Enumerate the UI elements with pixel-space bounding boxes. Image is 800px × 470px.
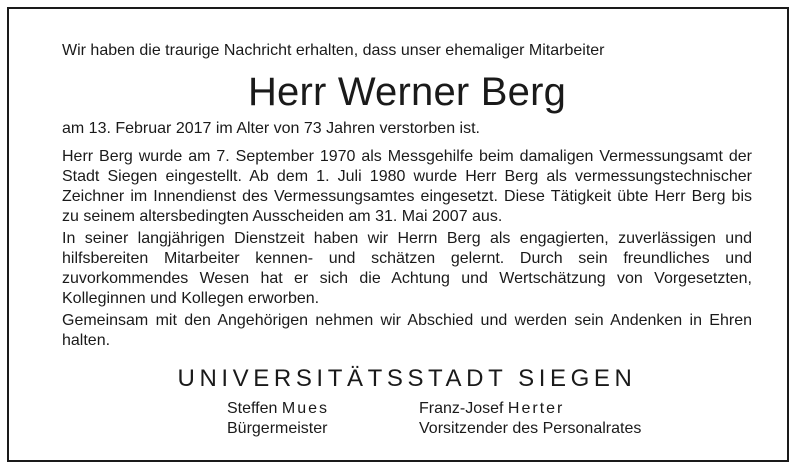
appreciation-paragraph: In seiner langjährigen Dienstzeit haben wir Herrn Berg als engagierten, zuverlässigen und hilfsbereiten Mitarbeiter kennen- und schätzen gelernt. Durch sein freundliches und zuvorkommendes Wesen hat er sich die Achtung und Wertschätzung von Vorgesetzten, Kolleginnen und Kollegen erworben. [62, 230, 752, 307]
signature-block [62, 399, 752, 443]
signer-last-name: Herter [507, 400, 565, 417]
signer-name [227, 399, 329, 419]
signer-last-name: Mues [281, 400, 329, 417]
signer-mayor [227, 399, 329, 439]
death-date-text: am 13. Februar 2017 im Alter von 73 Jahren verstorben ist. [62, 120, 480, 137]
signer-council-chair [419, 399, 641, 439]
signer-first-name: Franz-Josef [419, 400, 504, 417]
notice-content [62, 41, 752, 443]
signer-first-name: Steffen [227, 400, 278, 417]
deceased-name: Herr Werner Berg [247, 70, 567, 114]
intro-text: Wir haben die traurige Nachricht erhalten, dass unser ehemaliger Mitarbeiter [62, 42, 605, 59]
organization-name: UNIVERSITÄTSSTADT SIEGEN [177, 365, 637, 392]
farewell-paragraph: Gemeinsam mit den Angehörigen nehmen wir Abschied und werden sein Andenken in Ehren halten. [62, 312, 752, 349]
career-paragraph: Herr Berg wurde am 7. September 1970 als Messgehilfe beim damaligen Vermessungsamt der Stadt Siegen eingestellt. Ab dem 1. Juli 1980 wurde Herr Berg als vermessungstechnischer Zeichner im Innendienst des Vermessungsamtes eingesetzt. Diese Tätigkeit übte Herr Berg bis zu seinem altersbedingten Ausscheiden am 31. Mai 2007 aus. [62, 148, 752, 225]
signer-title: Vorsitzender des Personalrates [419, 420, 642, 437]
obituary-notice [7, 7, 789, 462]
signer-title: Bürgermeister [227, 420, 328, 437]
signer-name [419, 399, 641, 419]
